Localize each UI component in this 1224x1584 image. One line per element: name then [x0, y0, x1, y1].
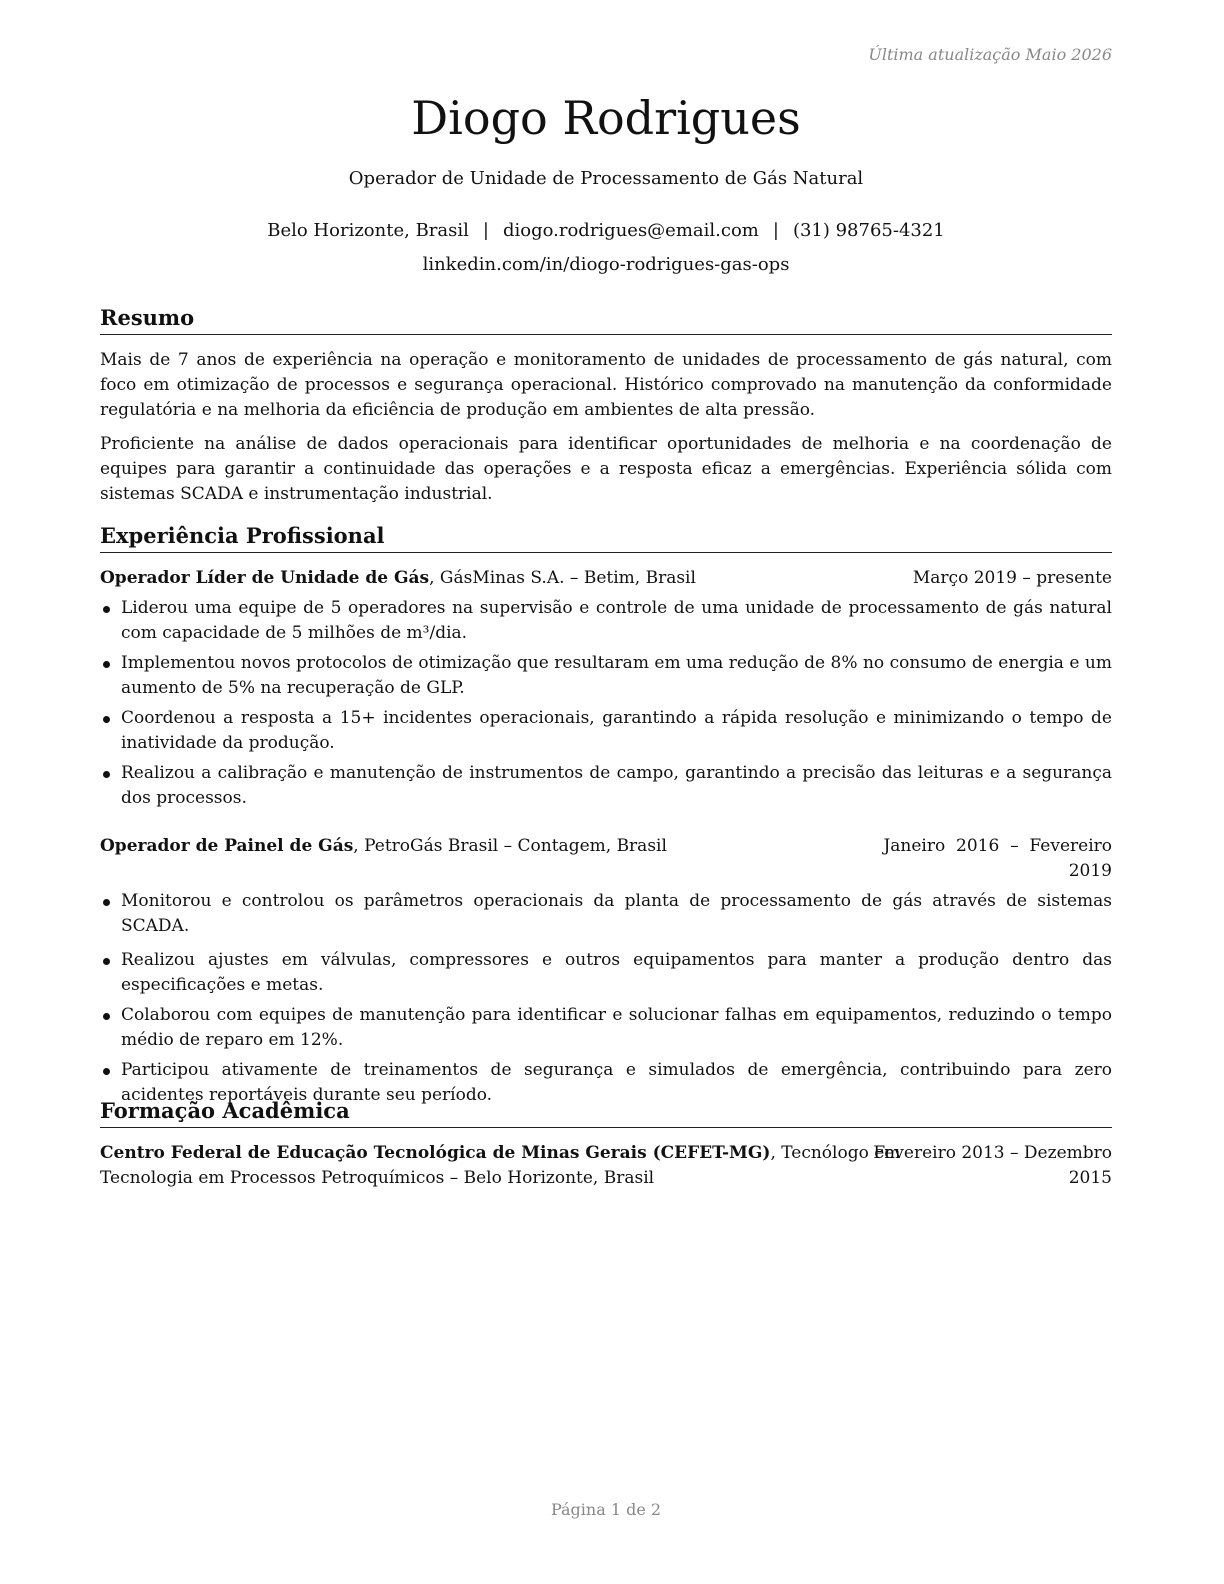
- phone-text: (31) 98765-4321: [792, 220, 945, 241]
- job-bullets: [100, 889, 1112, 1113]
- bullet-icon: [103, 1013, 110, 1020]
- job-company: , PetroGás Brasil – Contagem, Brasil: [353, 836, 667, 856]
- education-dates-line: Fevereiro 2013 – Dezembro: [873, 1143, 1112, 1163]
- list-item: [100, 889, 1112, 939]
- section-title-education: Formação Acadêmica: [100, 1098, 1112, 1128]
- list-item: [100, 596, 1112, 646]
- page-number: Página 1 de 2: [550, 1500, 662, 1519]
- summary-paragraph: Proficiente na análise de dados operacionais para identificar oportunidades de melhoria e na coordenação de equipes para garantir a continuidade das operações e a resposta eficaz a emergências. Experiência sólida com sistemas SCADA e instrumentação industrial.: [100, 434, 1112, 504]
- education-dates: [873, 1141, 1112, 1191]
- candidate-headline: Operador de Unidade de Processamento de Gás Natural: [348, 168, 864, 189]
- bullet-icon: [103, 958, 110, 965]
- bullet-text: Realizou ajustes em válvulas, compressores e outros equipamentos para manter a produção dentro das especificações e metas.: [121, 950, 1112, 995]
- bullet-text: Liderou uma equipe de 5 operadores na supervisão e controle de uma unidade de processamento de gás natural com capacidade de 5 milhões de m³/dia.: [121, 598, 1112, 643]
- job-bullets: [100, 596, 1112, 816]
- list-item: [100, 761, 1112, 811]
- bullet-text: Participou ativamente de treinamentos de segurança e simulados de emergência, contribuindo para zero acidentes reportáveis durante seu período.: [121, 1060, 1112, 1105]
- job-role: Operador de Painel de Gás: [100, 836, 354, 856]
- bullet-icon: [103, 606, 110, 613]
- linkedin-link[interactable]: linkedin.com/in/diogo-rodrigues-gas-ops: [422, 254, 790, 275]
- bullet-icon: [103, 771, 110, 778]
- section-title-summary: Resumo: [100, 305, 1112, 335]
- job-header: [100, 834, 1112, 884]
- candidate-name: Diogo Rodrigues: [411, 91, 801, 145]
- bullet-icon: [103, 1068, 110, 1075]
- job-dates: [883, 834, 1112, 884]
- contact-separator: |: [482, 220, 489, 241]
- bullet-text: Monitorou e controlou os parâmetros operacionais da planta de processamento de gás através de sistemas SCADA.: [121, 891, 1112, 936]
- list-item: [100, 706, 1112, 756]
- email-link[interactable]: diogo.rodrigues@email.com: [502, 220, 759, 241]
- bullet-icon: [103, 716, 110, 723]
- job-dates-line: 2019: [1068, 861, 1112, 881]
- summary-paragraph: Mais de 7 anos de experiência na operação e monitoramento de unidades de processamento de gás natural, com foco em otimização de processos e segurança operacional. Histórico comprovado na manutenção da conformidade regulatória e na melhoria da eficiência de produção em ambientes de alta pressão.: [100, 350, 1112, 420]
- job-company: , GásMinas S.A. – Betim, Brasil: [429, 568, 696, 588]
- education-dates-line: 2015: [1068, 1168, 1112, 1188]
- contact-separator: |: [772, 220, 779, 241]
- bullet-text: Colaborou com equipes de manutenção para identificar e solucionar falhas em equipamentos, reduzindo o tempo médio de reparo em 12%.: [121, 1005, 1112, 1050]
- contact-line: [100, 219, 1112, 243]
- job-dates-line: Janeiro 2016 – Fevereiro: [883, 836, 1112, 856]
- list-item: [100, 1003, 1112, 1053]
- job-role: Operador Líder de Unidade de Gás: [100, 568, 430, 588]
- bullet-text: Realizou a calibração e manutenção de instrumentos de campo, garantindo a precisão das leituras e a segurança dos processos.: [121, 763, 1112, 808]
- location-text: Belo Horizonte, Brasil: [267, 220, 469, 241]
- school-name: Centro Federal de Educação Tecnológica de Minas Gerais (CEFET-MG): [100, 1143, 771, 1163]
- last-updated-note: Última atualização Maio 2026: [868, 45, 1112, 64]
- bullet-icon: [103, 661, 110, 668]
- bullet-icon: [103, 899, 110, 906]
- education-entry: [100, 1141, 1112, 1191]
- section-title-experience: Experiência Profissional: [100, 523, 1112, 553]
- degree-text: Tecnologia em Processos Petroquímicos – Belo Horizonte, Brasil: [100, 1168, 655, 1188]
- job-dates: Março 2019 – presente: [912, 568, 1112, 588]
- bullet-text: Implementou novos protocolos de otimização que resultaram em uma redução de 8% no consumo de energia e um aumento de 5% na recuperação de GLP.: [121, 653, 1112, 698]
- bullet-text: Coordenou a resposta a 15+ incidentes operacionais, garantindo a rápida resolução e minimizando o tempo de inatividade da produção.: [121, 708, 1112, 753]
- list-item: [100, 948, 1112, 998]
- list-item: [100, 651, 1112, 701]
- degree-text: , Tecnólogo em: [770, 1143, 901, 1163]
